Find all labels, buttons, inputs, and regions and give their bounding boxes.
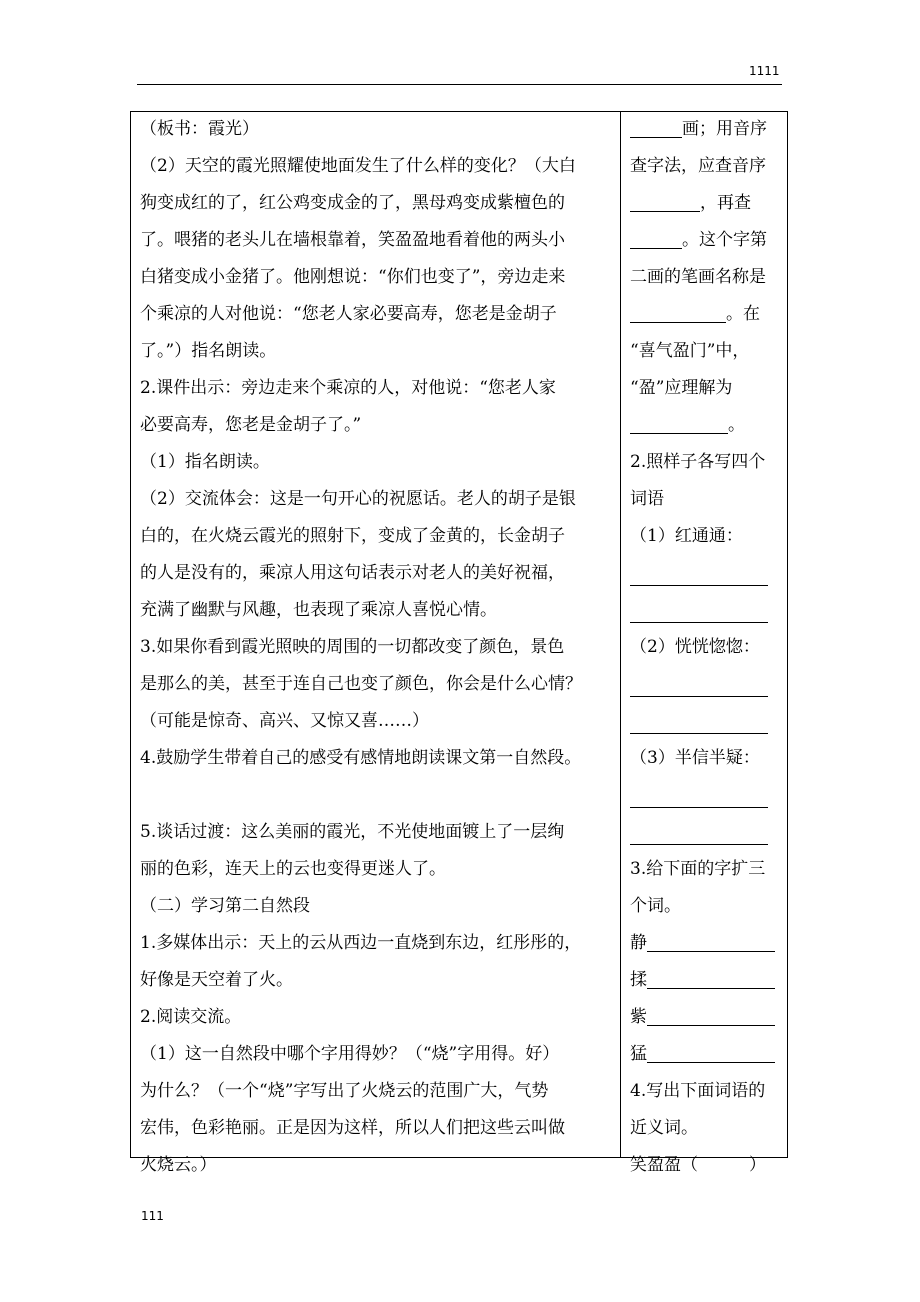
answer-blank[interactable]: [630, 228, 682, 249]
text-line: 1.多媒体出示：天上的云从西边一直烧到东边，红彤彤的，: [140, 933, 582, 953]
q3-item: 静: [630, 925, 780, 962]
text-line: （2）交流体会：这是一句开心的祝愿话。老人的胡子是银: [140, 489, 576, 509]
header-page-number: 1111: [749, 64, 780, 78]
answer-line[interactable]: [630, 703, 768, 740]
answer-blank[interactable]: [630, 117, 682, 138]
text-line: （可能是惊奇、高兴、又惊又喜……）: [140, 711, 429, 731]
q2-item-3: （3）半信半疑：: [630, 748, 760, 768]
text-line: 丽的色彩，连天上的云也变得更迷人了。: [140, 859, 446, 879]
answer-line[interactable]: [630, 592, 768, 629]
text-line: （2）天空的霞光照耀使地面发生了什么样的变化？（大白: [140, 156, 576, 176]
text-line: 必要高寿，您老是金胡子了。”: [140, 415, 362, 435]
text-line: 5.谈话过渡：这么美丽的霞光，不光使地面镀上了一层绚: [140, 822, 565, 842]
text-line: （1）指名朗读。: [140, 452, 270, 472]
answer-blank[interactable]: [647, 968, 775, 989]
text-line: 2.阅读交流。: [140, 1007, 242, 1027]
text-line: 了。”）指名朗读。: [140, 341, 277, 361]
q1-line: “喜气盈门”中，: [630, 341, 750, 361]
q4-title: 近义词。: [630, 1118, 698, 1138]
q4-item[interactable]: 笑盈盈（ ）: [630, 1155, 766, 1175]
text-line: 个乘凉的人对他说：“您老人家必要高寿，您老是金胡子: [140, 304, 557, 324]
section-heading: （二）学习第二自然段: [140, 896, 310, 916]
q2-item-2: （2）恍恍惚惚：: [630, 637, 760, 657]
answer-blank[interactable]: [647, 1005, 775, 1026]
q1-line: ，再查: [630, 185, 780, 222]
q3-item: 猛: [630, 1036, 780, 1073]
text-line: 充满了幽默与风趣，也表现了乘凉人喜悦心情。: [140, 600, 497, 620]
answer-line[interactable]: [630, 814, 768, 851]
q3-title: 3.给下面的字扩三: [630, 859, 766, 879]
text-line: 4.鼓励学生带着自己的感受有感情地朗读课文第一自然段。: [140, 748, 582, 768]
text-line: 狗变成红的了，红公鸡变成金的了，黑母鸡变成紫檀色的: [140, 193, 565, 213]
exercise-column: [630, 111, 780, 1184]
answer-blank[interactable]: [630, 302, 726, 323]
text-line: 好像是天空着了火。: [140, 970, 293, 990]
text-line: 2.课件出示：旁边走来个乘凉的人，对他说：“您老人家: [140, 378, 556, 398]
q1-line: 。这个字第: [630, 222, 780, 259]
column-divider: [620, 111, 621, 1158]
footer-page-number: 111: [141, 1209, 164, 1223]
text-line: 是那么的美，甚至于连自己也变了颜色，你会是什么心情？: [140, 674, 582, 694]
text-line: 白猪变成小金猪了。他刚想说：“你们也变了”，旁边走来: [140, 267, 566, 287]
text-line: （板书：霞光）: [140, 119, 259, 139]
q2-title: 2.照样子各写四个: [630, 452, 766, 472]
text-line: 的人是没有的，乘凉人用这句话表示对老人的美好祝福，: [140, 563, 565, 583]
q1-line: 。在: [630, 296, 780, 333]
answer-line[interactable]: [630, 555, 768, 592]
answer-blank[interactable]: [630, 413, 728, 434]
answer-line[interactable]: [630, 777, 768, 814]
text-line: 了。喂猪的老头儿在墙根靠着，笑盈盈地看着他的两头小: [140, 230, 565, 250]
q3-item: 紫: [630, 999, 780, 1036]
q1-line: 查字法，应查音序: [630, 156, 766, 176]
text-line: 火烧云。）: [140, 1155, 217, 1175]
text-line: 为什么？（一个“烧”字写出了火烧云的范围广大，气势: [140, 1081, 549, 1101]
answer-line[interactable]: [630, 666, 768, 703]
text-line: 白的，在火烧云霞光的照射下，变成了金黄的，长金胡子: [140, 526, 565, 546]
q2-item-1: （1）红通通：: [630, 526, 743, 546]
q3-item: 揉: [630, 962, 780, 999]
q1-line: 画；用音序: [630, 111, 780, 148]
text-line: 3.如果你看到霞光照映的周围的一切都改变了颜色，景色: [140, 637, 565, 657]
q4-title: 4.写出下面词语的: [630, 1081, 766, 1101]
q3-title: 个词。: [630, 896, 681, 916]
answer-blank[interactable]: [647, 1042, 775, 1063]
blank-line: [140, 777, 615, 814]
lesson-procedure-column: [140, 111, 615, 1184]
header-rule: [137, 84, 782, 85]
q1-line: 。: [630, 407, 780, 444]
q1-line: 二画的笔画名称是: [630, 267, 766, 287]
text-line: （1）这一自然段中哪个字用得妙？（“烧”字用得。好）: [140, 1044, 560, 1064]
q1-line: “盈”应理解为: [630, 378, 733, 398]
text-line: 宏伟，色彩艳丽。正是因为这样，所以人们把这些云叫做: [140, 1118, 565, 1138]
q2-title: 词语: [630, 489, 664, 509]
answer-blank[interactable]: [647, 931, 775, 952]
answer-blank[interactable]: [630, 191, 700, 212]
